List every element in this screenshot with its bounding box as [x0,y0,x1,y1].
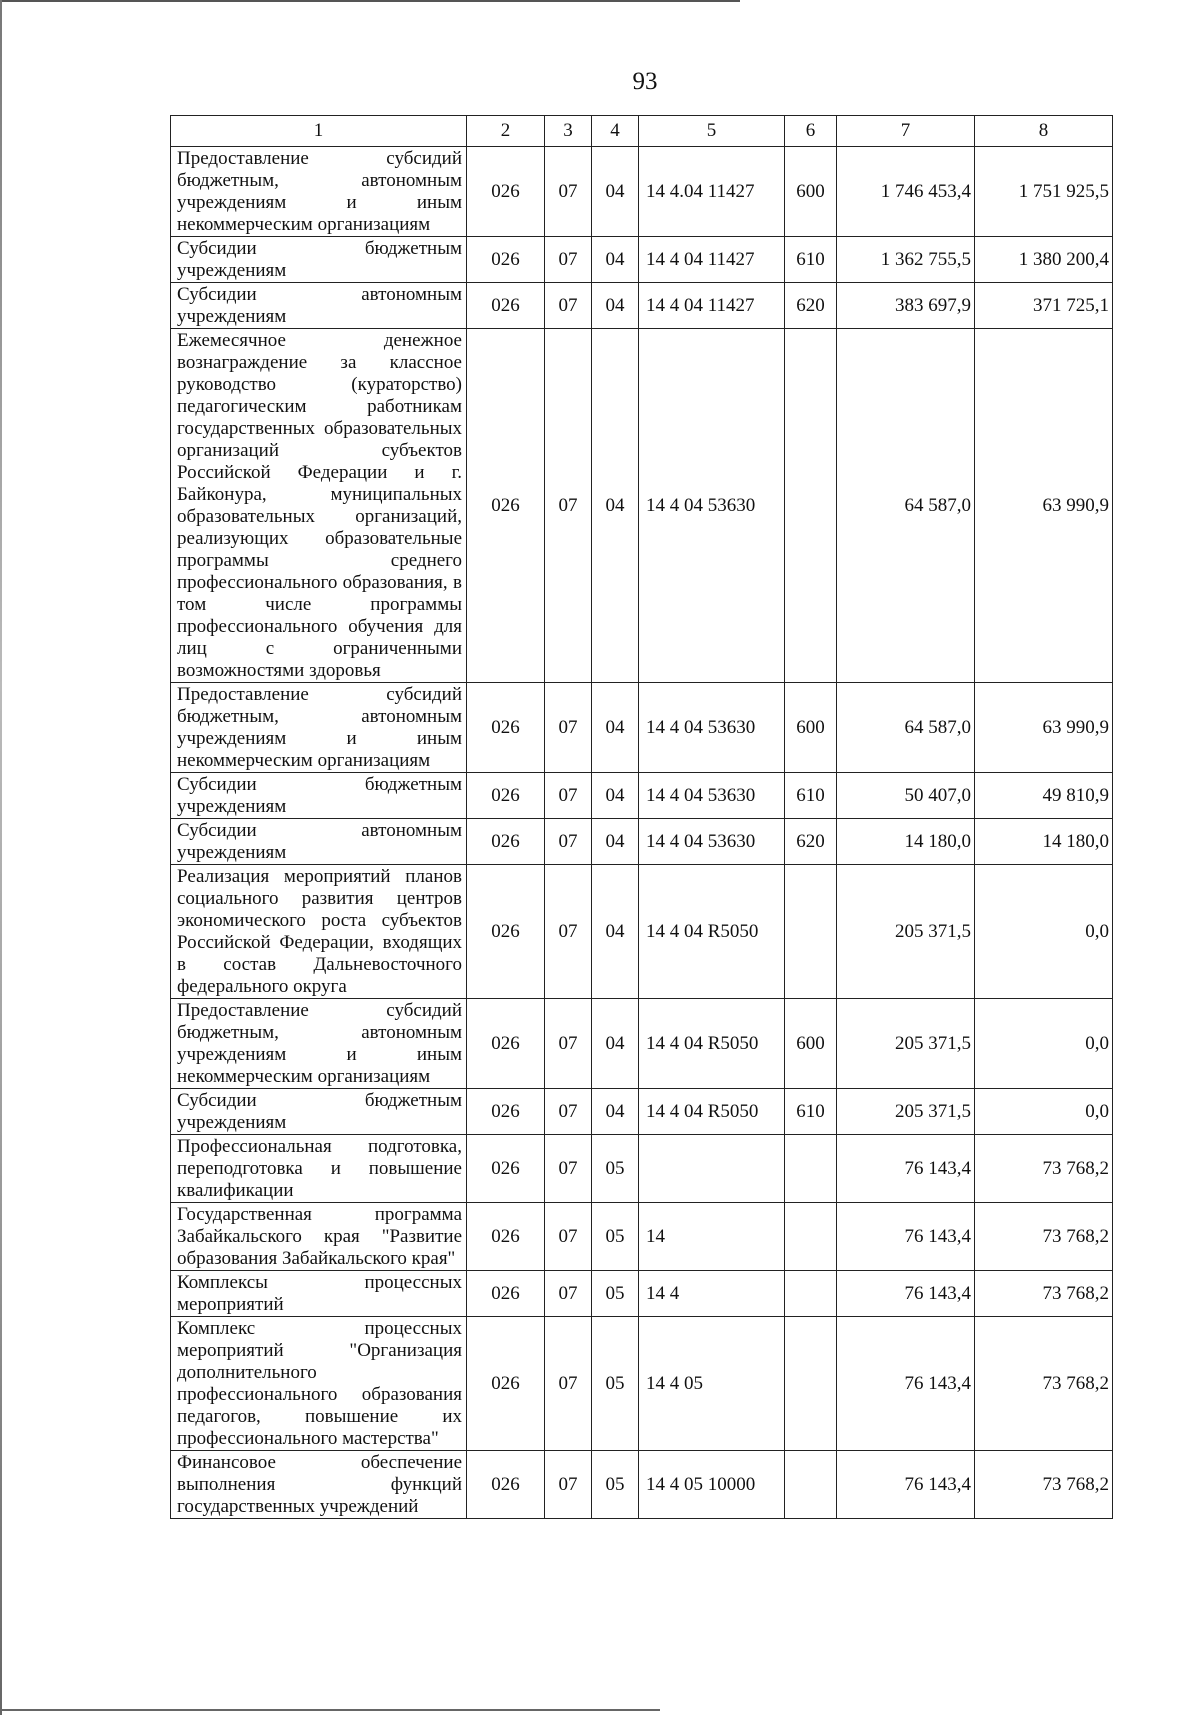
column-header: 7 [837,116,975,147]
row-expense-type-cell: 620 [785,283,837,329]
row-name-cell: Предоставление субсидий бюджетным, автономным учреждениям и иным некоммерческим организациям [171,683,467,773]
column-header: 5 [639,116,785,147]
row-expense-type-cell: 600 [785,999,837,1089]
row-target-code-cell: 14 4 04 53630 [639,683,785,773]
row-name-cell: Субсидии бюджетным учреждениям [171,237,467,283]
row-amount-year2-cell: 73 768,2 [975,1451,1113,1519]
row-amount-year2-cell: 1 751 925,5 [975,147,1113,237]
column-header: 6 [785,116,837,147]
row-section-cell: 07 [545,1317,592,1451]
row-amount-year1-cell: 50 407,0 [837,773,975,819]
row-expense-type-cell [785,1451,837,1519]
row-admin-code-cell: 026 [467,283,545,329]
row-amount-year2-cell: 63 990,9 [975,329,1113,683]
row-name-cell: Профессиональная подготовка, переподготовка и повышение квалификации [171,1135,467,1203]
row-target-code-cell: 14 4 04 11427 [639,237,785,283]
row-expense-type-cell: 600 [785,683,837,773]
row-subsection-cell: 05 [592,1271,639,1317]
table-row [171,147,1113,237]
row-admin-code-cell: 026 [467,329,545,683]
row-admin-code-cell: 026 [467,865,545,999]
row-amount-year2-cell: 73 768,2 [975,1203,1113,1271]
row-section-cell: 07 [545,773,592,819]
row-amount-year1-cell: 76 143,4 [837,1203,975,1271]
row-name-cell: Финансовое обеспечение выполнения функций государственных учреждений [171,1451,467,1519]
row-amount-year1-cell: 76 143,4 [837,1317,975,1451]
row-admin-code-cell: 026 [467,1203,545,1271]
table-row [171,819,1113,865]
row-amount-year2-cell: 1 380 200,4 [975,237,1113,283]
row-expense-type-cell: 610 [785,237,837,283]
row-subsection-cell: 04 [592,819,639,865]
row-amount-year2-cell: 371 725,1 [975,283,1113,329]
row-target-code-cell [639,1135,785,1203]
row-amount-year1-cell: 1 362 755,5 [837,237,975,283]
row-admin-code-cell: 026 [467,1089,545,1135]
row-expense-type-cell [785,1203,837,1271]
row-expense-type-cell: 620 [785,819,837,865]
column-header: 2 [467,116,545,147]
row-amount-year1-cell: 1 746 453,4 [837,147,975,237]
page-number: 93 [632,68,658,95]
row-amount-year1-cell: 205 371,5 [837,1089,975,1135]
row-expense-type-cell [785,329,837,683]
row-section-cell: 07 [545,1089,592,1135]
row-amount-year2-cell: 63 990,9 [975,683,1113,773]
row-amount-year2-cell: 0,0 [975,1089,1113,1135]
row-name-cell: Субсидии бюджетным учреждениям [171,773,467,819]
row-section-cell: 07 [545,329,592,683]
table-row [171,283,1113,329]
row-section-cell: 07 [545,283,592,329]
table-row [171,1203,1113,1271]
row-expense-type-cell [785,1317,837,1451]
row-section-cell: 07 [545,1135,592,1203]
row-amount-year1-cell: 64 587,0 [837,683,975,773]
row-amount-year1-cell: 383 697,9 [837,283,975,329]
column-header: 8 [975,116,1113,147]
row-expense-type-cell: 610 [785,1089,837,1135]
table-row [171,1451,1113,1519]
row-subsection-cell: 04 [592,237,639,283]
row-subsection-cell: 05 [592,1203,639,1271]
row-name-cell: Государственная программа Забайкальского края "Развитие образования Забайкальского края" [171,1203,467,1271]
table-row [171,237,1113,283]
row-section-cell: 07 [545,999,592,1089]
row-admin-code-cell: 026 [467,1135,545,1203]
row-amount-year2-cell: 0,0 [975,999,1113,1089]
row-admin-code-cell: 026 [467,1271,545,1317]
column-header: 3 [545,116,592,147]
row-section-cell: 07 [545,147,592,237]
row-target-code-cell: 14 4.04 11427 [639,147,785,237]
row-admin-code-cell: 026 [467,683,545,773]
row-admin-code-cell: 026 [467,819,545,865]
row-subsection-cell: 05 [592,1451,639,1519]
row-target-code-cell: 14 [639,1203,785,1271]
table-row [171,1271,1113,1317]
scan-edge-left [0,0,2,1715]
row-target-code-cell: 14 4 [639,1271,785,1317]
row-subsection-cell: 04 [592,283,639,329]
row-expense-type-cell: 610 [785,773,837,819]
row-target-code-cell: 14 4 04 R5050 [639,1089,785,1135]
row-admin-code-cell: 026 [467,237,545,283]
row-target-code-cell: 14 4 05 10000 [639,1451,785,1519]
row-section-cell: 07 [545,1271,592,1317]
row-target-code-cell: 14 4 04 53630 [639,329,785,683]
row-name-cell: Реализация мероприятий планов социального развития центров экономического роста субъектов Российской Федерации, входящих в состав Дальневосточного федерального округа [171,865,467,999]
row-admin-code-cell: 026 [467,1317,545,1451]
row-amount-year2-cell: 73 768,2 [975,1317,1113,1451]
row-expense-type-cell [785,865,837,999]
scan-edge-bottom [0,1709,660,1711]
row-amount-year1-cell: 76 143,4 [837,1135,975,1203]
row-target-code-cell: 14 4 04 53630 [639,819,785,865]
row-admin-code-cell: 026 [467,147,545,237]
row-section-cell: 07 [545,865,592,999]
row-amount-year2-cell: 14 180,0 [975,819,1113,865]
row-amount-year1-cell: 205 371,5 [837,865,975,999]
row-admin-code-cell: 026 [467,999,545,1089]
row-expense-type-cell [785,1271,837,1317]
row-name-cell: Ежемесячное денежное вознаграждение за классное руководство (кураторство) педагогическим работникам государственных образовательных организаций субъектов Российской Федерации и г. Байконура, муниципальных образовательных организаций, реализующих образовательные программы среднего профессионального образования, в том числе программы профессионального обучения для лиц с ограниченными возможностями здоровья [171,329,467,683]
row-target-code-cell: 14 4 05 [639,1317,785,1451]
row-name-cell: Субсидии автономным учреждениям [171,283,467,329]
row-amount-year2-cell: 73 768,2 [975,1135,1113,1203]
row-subsection-cell: 05 [592,1317,639,1451]
row-subsection-cell: 04 [592,147,639,237]
table-row [171,683,1113,773]
row-admin-code-cell: 026 [467,773,545,819]
row-section-cell: 07 [545,819,592,865]
row-section-cell: 07 [545,1203,592,1271]
row-expense-type-cell: 600 [785,147,837,237]
row-expense-type-cell [785,1135,837,1203]
row-subsection-cell: 04 [592,1089,639,1135]
column-header: 4 [592,116,639,147]
row-subsection-cell: 04 [592,329,639,683]
row-subsection-cell: 05 [592,1135,639,1203]
row-section-cell: 07 [545,1451,592,1519]
row-name-cell: Предоставление субсидий бюджетным, автономным учреждениям и иным некоммерческим организациям [171,999,467,1089]
column-header: 1 [171,116,467,147]
row-target-code-cell: 14 4 04 R5050 [639,865,785,999]
row-target-code-cell: 14 4 04 11427 [639,283,785,329]
row-amount-year1-cell: 76 143,4 [837,1451,975,1519]
row-amount-year1-cell: 14 180,0 [837,819,975,865]
row-name-cell: Комплексы процессных мероприятий [171,1271,467,1317]
budget-table [170,115,1113,1519]
row-name-cell: Предоставление субсидий бюджетным, автономным учреждениям и иным некоммерческим организациям [171,147,467,237]
table-row [171,999,1113,1089]
table-row [171,1317,1113,1451]
row-name-cell: Комплекс процессных мероприятий "Организация дополнительного профессионального образования педагогов, повышение их профессионального мастерства" [171,1317,467,1451]
row-subsection-cell: 04 [592,865,639,999]
table-row [171,773,1113,819]
table-body [171,147,1113,1519]
table-row [171,1135,1113,1203]
row-target-code-cell: 14 4 04 R5050 [639,999,785,1089]
row-name-cell: Субсидии автономным учреждениям [171,819,467,865]
table-row [171,329,1113,683]
scan-edge-top [0,0,740,2]
table-header-row [171,116,1113,147]
row-amount-year1-cell: 205 371,5 [837,999,975,1089]
table-row [171,1089,1113,1135]
row-section-cell: 07 [545,237,592,283]
row-subsection-cell: 04 [592,773,639,819]
row-target-code-cell: 14 4 04 53630 [639,773,785,819]
row-section-cell: 07 [545,683,592,773]
row-amount-year2-cell: 49 810,9 [975,773,1113,819]
row-amount-year2-cell: 0,0 [975,865,1113,999]
row-amount-year1-cell: 76 143,4 [837,1271,975,1317]
row-subsection-cell: 04 [592,683,639,773]
row-amount-year2-cell: 73 768,2 [975,1271,1113,1317]
row-admin-code-cell: 026 [467,1451,545,1519]
row-name-cell: Субсидии бюджетным учреждениям [171,1089,467,1135]
row-subsection-cell: 04 [592,999,639,1089]
table-row [171,865,1113,999]
row-amount-year1-cell: 64 587,0 [837,329,975,683]
